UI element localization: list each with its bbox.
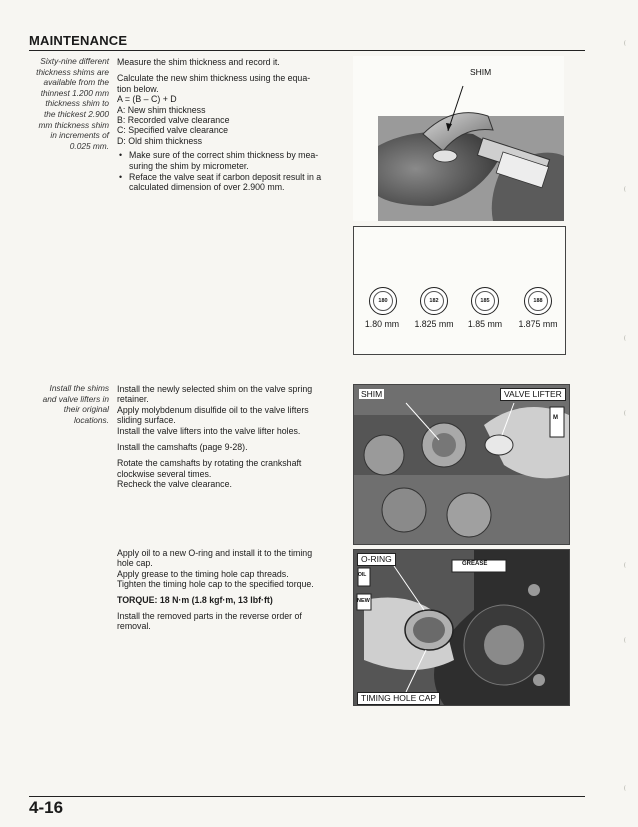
oil-icon: OIL [358,572,367,578]
shim-size-label: 1.825 mm [414,319,454,329]
torque-spec: TORQUE: 18 N·m (1.8 kgf·m, 13 lbf·ft) [117,594,273,605]
bullet-item [117,172,353,193]
micrometer-photo [353,56,564,221]
text-line: tion below. [117,83,159,94]
shim-mark: 180 [373,291,393,311]
binder-hole-mark [624,785,628,791]
margin-note-line: available from the [43,77,109,88]
section3-text [117,548,353,636]
paragraph [117,384,353,436]
shim-185-icon [471,287,499,315]
shim-gauge-panel [353,226,566,355]
margin-note-shims [29,56,109,151]
valve-lifter-callout: VALVE LIFTER [500,388,566,401]
margin-note-line: in increments of [50,130,109,141]
margin-note-line: locations. [73,414,109,425]
paragraph [117,57,353,67]
text-line: D: Old shim thickness [117,135,203,146]
margin-note-line: Sixty-nine different [40,56,109,66]
text-line: Tighten the timing hole cap to the specified torque. [117,579,314,590]
margin-note-line: thickness shims are [36,66,109,77]
text-line: Measure the shim thickness and record it. [117,57,280,67]
shim-label: SHIM [470,67,492,77]
binder-hole-mark [624,40,628,46]
valve-lifter-photo [353,384,570,545]
shim-size-label: 1.85 mm [467,319,503,329]
o-ring-callout: O-RING [357,553,396,566]
text-line: Install the removed parts in the reverse order of [117,611,302,622]
page-number: 4-16 [29,798,64,817]
paragraph [117,548,353,590]
bullet-list [117,150,353,193]
text-line: Apply molybdenum disulfide oil to the valve lifters [117,404,309,415]
shim-size-label: 1.875 mm [518,319,558,329]
text-line: • Reface the valve seat if carbon deposit result in a [129,172,322,183]
micrometer-illustration [353,56,564,221]
footer-rule [29,796,585,797]
timing-hole-cap-callout: TIMING HOLE CAP [357,692,440,705]
text-line: calculated dimension of over 2.900 mm. [129,182,285,193]
text-line: C: Specified valve clearance [117,125,228,136]
text-line: Recheck the valve clearance. [117,479,232,490]
bullet-item [117,150,353,171]
text-line: Install the camshafts (page 9-28). [117,442,248,453]
margin-note-line: and valve lifters in [42,393,109,404]
section1-text [117,57,353,194]
binder-hole-mark [624,410,628,416]
text-line: sliding surface. [117,415,176,426]
shim-180-icon [369,287,397,315]
margin-note-line: the thickest 2.900 [43,108,109,119]
shim-callout: SHIM [361,389,383,399]
paragraph [117,73,353,146]
paragraph [117,442,353,452]
timing-hole-cap-illustration [354,550,569,705]
text-line: A: New shim thickness [117,104,206,115]
text-line: Apply grease to the timing hole cap threads. [117,568,289,579]
shim-mark: 185 [475,291,495,311]
text-line: B: Recorded valve clearance [117,115,230,126]
margin-note-install [29,383,109,425]
grease-icon: GREASE [462,561,488,567]
text-line: Calculate the new shim thickness using the equa- [117,73,311,84]
text-line: Rotate the camshafts by rotating the crankshaft [117,458,302,469]
moly-oil-icon: M [553,415,558,421]
binder-hole-mark [624,637,628,643]
page-header-title: MAINTENANCE [29,33,128,48]
header-rule [29,50,585,51]
paragraph [117,458,353,489]
shim-mark: 182 [424,291,444,311]
shim-mark: 188 [528,291,548,311]
text-line: • Make sure of the correct shim thickness by mea- [129,150,319,161]
shim-188-icon [524,287,552,315]
text-line: hole cap. [117,558,153,569]
text-line: suring the shim by micrometer. [129,160,249,171]
timing-hole-cap-photo [353,549,570,706]
shim-182-icon [420,287,448,315]
text-line: Install the valve lifters into the valve lifter holes. [117,425,301,436]
binder-hole-mark [624,186,628,192]
new-part-icon: NEW [357,598,370,604]
section2-text [117,384,353,494]
margin-note-line: thickness shim to [45,98,109,109]
margin-note-line: mm thickness shim [38,119,109,130]
valve-lifter-illustration [354,385,569,544]
text-line: removal. [117,621,151,632]
text-line: Apply oil to a new O-ring and install it to the timing [117,548,313,558]
margin-note-line: Install the shims [49,383,109,393]
binder-hole-mark [624,335,628,341]
paragraph [117,611,353,632]
text-line: A = (B – C) + D [117,94,177,105]
shim-size-label: 1.80 mm [364,319,400,329]
margin-note-line: their original [63,404,109,415]
margin-note-line: thinnest 1.200 mm [40,87,109,98]
text-line: Install the newly selected shim on the valve spring [117,384,313,394]
margin-note-line: 0.025 mm. [69,140,109,151]
text-line: clockwise several times. [117,468,212,479]
text-line: retainer. [117,394,149,405]
binder-hole-mark [624,562,628,568]
